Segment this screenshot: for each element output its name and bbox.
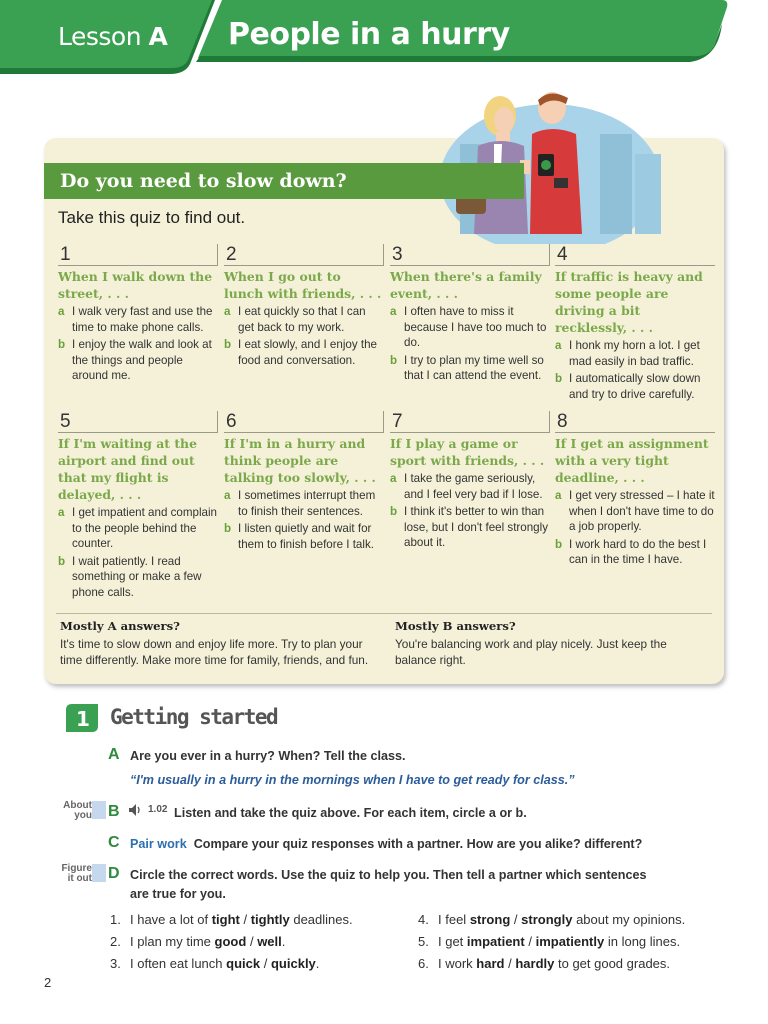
quiz-option-b[interactable]: b I automatically slow down and try to drive carefully. xyxy=(555,372,701,401)
quiz-item-prompt: If I get an assignment with a very tight deadline, . . . xyxy=(555,436,709,485)
word-choice[interactable]: tightly xyxy=(250,912,290,927)
exercise-c-instruction: Pair work Compare your quiz responses with a partner. How are you alike? different? xyxy=(130,837,643,851)
word-choice[interactable]: impatiently xyxy=(535,934,605,949)
quiz-subtitle: Take this quiz to find out. xyxy=(58,208,246,227)
quiz-item xyxy=(390,244,550,384)
section-number: 1 xyxy=(76,707,90,731)
quiz-item-prompt: If I'm in a hurry and think people are talking too slowly, . . . xyxy=(224,436,376,485)
word-choice[interactable]: good xyxy=(214,934,247,949)
word-choice[interactable]: impatient xyxy=(466,934,525,949)
word-choice[interactable]: tight xyxy=(211,912,240,927)
quiz-option-b[interactable]: b I enjoy the walk and look at the things and people around me. xyxy=(58,338,212,382)
answer-heading: Mostly A answers? xyxy=(60,619,180,633)
answers-divider xyxy=(56,613,712,614)
quiz-item xyxy=(58,244,218,384)
quiz-item-prompt: If I'm waiting at the airport and find out that my flight is delayed, . . . xyxy=(58,436,197,502)
quiz-item xyxy=(555,244,715,402)
header-banner xyxy=(0,0,768,76)
quiz-item-number: 2 xyxy=(224,244,384,266)
quiz-item-prompt: When I walk down the street, . . . xyxy=(58,269,213,301)
quiz-item xyxy=(390,411,550,551)
tag-bar-icon xyxy=(92,801,106,819)
list-item: 5. I get impatient / impatiently in long lines. xyxy=(418,934,681,949)
word-choice[interactable]: strongly xyxy=(521,912,573,927)
section-title: Getting started xyxy=(110,705,278,729)
list-item: 1. I have a lot of tight / tightly deadlines. xyxy=(110,912,353,927)
answer-text: It's time to slow down and enjoy life more. Try to plan your time differently. Make more time for family, friends, and fun. xyxy=(60,637,369,667)
exercise-letter-a: A xyxy=(108,746,120,763)
quiz-item-number: 5 xyxy=(58,411,218,433)
quiz-item-number: 3 xyxy=(390,244,550,266)
quiz-item-number: 8 xyxy=(555,411,715,433)
exercise-a-instruction: Are you ever in a hurry? When? Tell the class. xyxy=(130,749,406,763)
quiz-option-b[interactable]: b I listen quietly and wait for them to finish before I talk. xyxy=(224,522,374,551)
quiz-item-prompt: If I play a game or sport with friends, . . . xyxy=(390,436,545,468)
exercise-a-example: “I'm usually in a hurry in the mornings when I have to get ready for class.” xyxy=(130,773,575,787)
list-item: 3. I often eat lunch quick / quickly. xyxy=(110,956,320,971)
quiz-option-b[interactable]: b I think it's better to win than lose, but I don't feel strongly about it. xyxy=(390,505,548,549)
quiz-item xyxy=(555,411,715,568)
audio-icon[interactable] xyxy=(128,803,142,817)
list-item: 4. I feel strong / strongly about my opinions. xyxy=(418,912,686,927)
answer-mostly-b xyxy=(395,619,711,668)
quiz-item-number: 4 xyxy=(555,244,715,266)
list-item: 2. I plan my time good / well. xyxy=(110,934,286,949)
quiz-item xyxy=(224,244,384,368)
quiz-option-b[interactable]: b I eat slowly, and I enjoy the food and conversation. xyxy=(224,338,377,367)
about-you-tag: About you xyxy=(63,800,92,821)
word-choice[interactable]: quickly xyxy=(270,956,316,971)
audio-track-number: 1.02 xyxy=(148,804,168,815)
quiz-option-a[interactable]: a I often have to miss it because I have too much to do. xyxy=(390,305,547,349)
exercise-letter-c: C xyxy=(108,834,120,851)
quiz-option-a[interactable]: a I honk my horn a lot. I get mad easily in bad traffic. xyxy=(555,339,700,368)
exercise-letter-d: D xyxy=(108,865,120,882)
list-item: 6. I work hard / hardly to get good grades. xyxy=(418,956,671,971)
answer-heading: Mostly B answers? xyxy=(395,619,516,633)
quiz-option-b[interactable]: b I wait patiently. I read something or make a few phone calls. xyxy=(58,554,202,599)
tag-bar-icon xyxy=(92,864,106,882)
quiz-option-b[interactable]: b I try to plan my time well so that I can attend the event. xyxy=(390,353,544,382)
quiz-option-a[interactable]: a I take the game seriously, and I feel very bad if I lose. xyxy=(390,472,543,501)
exercise-d-instruction: Circle the correct words. Use the quiz to help you. Then tell a partner which sentences are true for you. xyxy=(130,868,647,901)
pair-work-label: Pair work xyxy=(130,837,187,851)
quiz-item-prompt: If traffic is heavy and some people are driving a bit recklessly, . . . xyxy=(555,269,703,335)
word-choice[interactable]: quick xyxy=(226,956,261,971)
quiz-item-prompt: When there's a family event, . . . xyxy=(390,269,542,301)
quiz-item-number: 1 xyxy=(58,244,218,266)
quiz-item xyxy=(58,411,218,600)
quiz-item xyxy=(224,411,384,552)
word-choice[interactable]: hardly xyxy=(515,956,555,971)
figure-it-out-tag: Figure it out xyxy=(61,863,92,884)
page-title: People in a hurry xyxy=(228,17,510,52)
answer-mostly-a xyxy=(60,619,376,668)
quiz-item-number: 7 xyxy=(390,411,550,433)
word-choice[interactable]: strong xyxy=(469,912,511,927)
section-number-badge xyxy=(66,704,98,732)
page-number: 2 xyxy=(44,975,52,990)
word-choice[interactable]: well xyxy=(257,934,282,949)
quiz-title: Do you need to slow down? xyxy=(60,170,347,192)
answer-text: You're balancing work and play nicely. Just keep the balance right. xyxy=(395,637,667,667)
word-choice[interactable]: hard xyxy=(476,956,505,971)
quiz-option-b[interactable]: b I work hard to do the best I can in the time I have. xyxy=(555,537,707,566)
quiz-item-number: 6 xyxy=(224,411,384,433)
quiz-item-prompt: When I go out to lunch with friends, . . . xyxy=(224,269,382,301)
quiz-option-a[interactable]: a I sometimes interrupt them to finish their sentences. xyxy=(224,489,376,518)
quiz-option-a[interactable]: a I eat quickly so that I can get back to my work. xyxy=(224,305,366,334)
exercise-b-instruction: Listen and take the quiz above. For each item, circle a or b. xyxy=(174,806,527,820)
exercise-letter-b: B xyxy=(108,803,120,820)
lesson-label: Lesson A xyxy=(58,22,168,51)
quiz-option-a[interactable]: a I get impatient and complain to the people behind the counter. xyxy=(58,506,218,550)
quiz-option-a[interactable]: a I get very stressed – I hate it when I don't have time to do a job properly. xyxy=(555,489,715,533)
quiz-option-a[interactable]: a I walk very fast and use the time to make phone calls. xyxy=(58,305,213,334)
